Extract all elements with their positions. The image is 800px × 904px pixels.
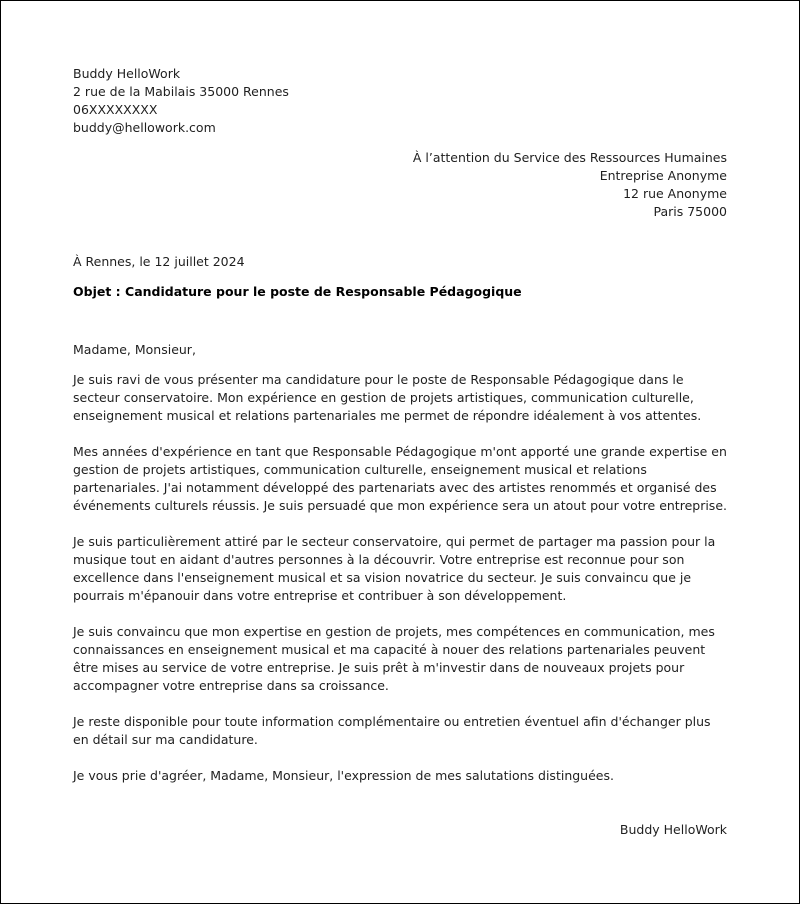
recipient-street: 12 rue Anonyme xyxy=(623,186,727,201)
body-paragraph: Mes années d'expérience en tant que Responsable Pédagogique m'ont apporté une grande expertise en gestion de projets artistiques, communication culturelle, enseignement musical et relations partenariales. J'ai notamment développé des partenariats avec des artistes renommés et organisé des événements culturels réussis. Je suis persuadé que mon expérience sera un atout pour votre entreprise. xyxy=(73,444,727,513)
recipient-city: Paris 75000 xyxy=(653,204,727,219)
sender-email: buddy@hellowork.com xyxy=(73,120,216,135)
sender-address: 2 rue de la Mabilais 35000 Rennes xyxy=(73,84,289,99)
sender-phone: 06XXXXXXXX xyxy=(73,102,158,117)
body-paragraph: Je suis particulièrement attiré par le secteur conservatoire, qui permet de partager ma passion pour la musique tout en aidant d'autres personnes à la découvrir. Votre entreprise est reconnue pour son excellence dans l'enseignement musical et sa vision novatrice du secteur. Je suis convaincu que je pourrais m'épanouir dans votre entreprise et contribuer à son développement. xyxy=(73,534,716,603)
body-paragraph: Je reste disponible pour toute information complémentaire ou entretien éventuel afin d'échanger plus en détail sur ma candidature. xyxy=(73,714,711,747)
body-paragraph: Je suis ravi de vous présenter ma candidature pour le poste de Responsable Pédagogique dans le secteur conservatoire. Mon expérience en gestion de projets artistiques, communication culturelle, enseignement musical et relations partenariales me permet de répondre idéalement à vos attentes. xyxy=(73,372,702,423)
subject-line: Objet : Candidature pour le poste de Responsable Pédagogique xyxy=(73,284,522,299)
body-paragraph: Je suis convaincu que mon expertise en gestion de projets, mes compétences en communication, mes connaissances en enseignement musical et ma capacité à nouer des relations partenariales peuvent être mises au service de votre entreprise. Je suis prêt à m'investir dans de nouveaux projets pour accompagner votre entreprise dans sa croissance. xyxy=(73,624,715,693)
sender-block xyxy=(73,65,727,137)
closing-paragraph: Je vous prie d'agréer, Madame, Monsieur, l'expression de mes salutations distinguées. xyxy=(73,768,614,783)
recipient-attention: À l’attention du Service des Ressources Humaines xyxy=(412,150,727,165)
recipient-block xyxy=(73,149,727,221)
date-line: À Rennes, le 12 juillet 2024 xyxy=(73,254,245,269)
salutation: Madame, Monsieur, xyxy=(73,342,196,357)
signature: Buddy HelloWork xyxy=(619,822,727,837)
recipient-company: Entreprise Anonyme xyxy=(599,168,727,183)
sender-name: Buddy HelloWork xyxy=(73,66,181,81)
